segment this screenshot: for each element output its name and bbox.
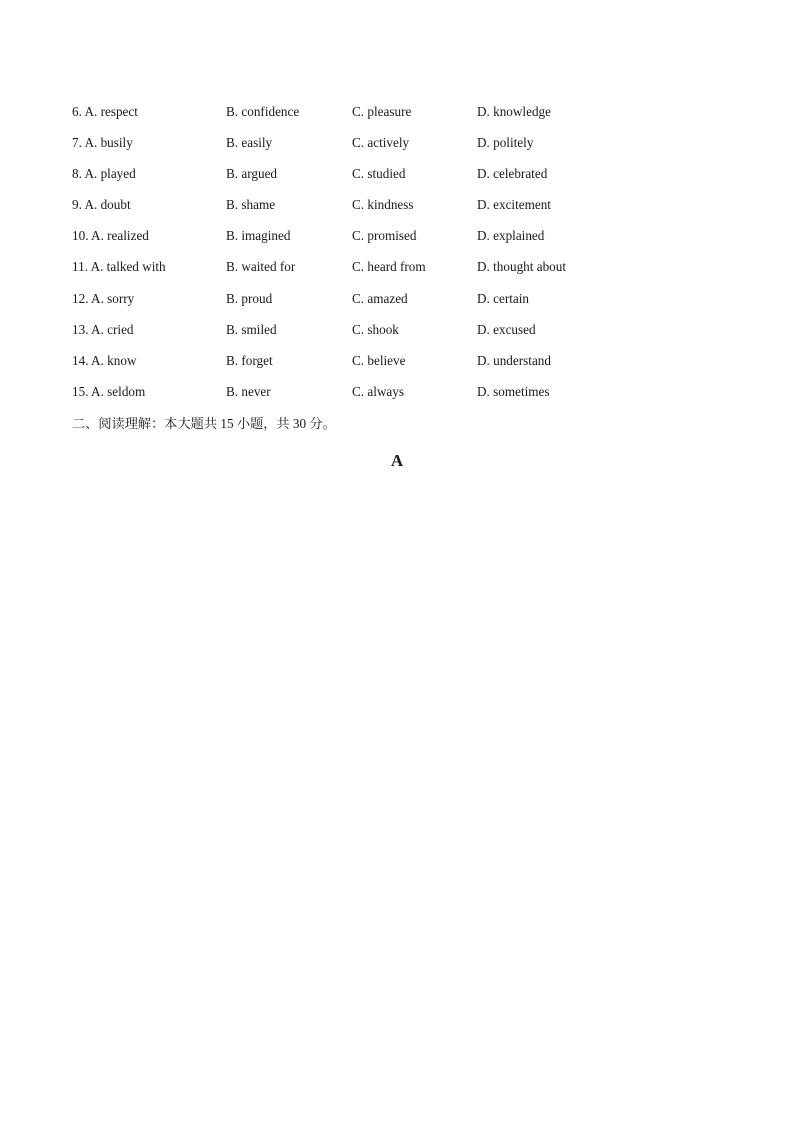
option-d: D. certain <box>477 290 529 306</box>
option-c: C. kindness <box>352 197 414 213</box>
option-d: D. understand <box>477 352 551 368</box>
option-d: D. politely <box>477 135 534 151</box>
question-row-9 <box>72 195 632 226</box>
option-d: D. knowledge <box>477 104 551 119</box>
option-a: 6. A. respect <box>72 104 138 119</box>
option-a: 13. A. cried <box>72 321 134 337</box>
option-d: D. excused <box>477 321 536 337</box>
question-row-6 <box>72 102 632 133</box>
option-c: C. pleasure <box>352 104 412 119</box>
option-b: B. imagined <box>226 228 291 244</box>
option-c: C. always <box>352 383 405 399</box>
option-a: 14. A. know <box>72 352 137 368</box>
option-c: C. heard from <box>352 259 426 275</box>
question-row-10 <box>72 226 632 257</box>
question-row-14 <box>72 351 632 382</box>
question-row-12 <box>72 289 632 320</box>
option-a: 7. A. busily <box>72 135 133 151</box>
cloze-options-list <box>72 102 632 413</box>
question-row-15 <box>72 382 632 413</box>
question-row-8 <box>72 164 632 195</box>
passage-label: A <box>390 451 404 470</box>
option-c: C. amazed <box>352 290 408 306</box>
option-d: D. thought about <box>477 259 567 275</box>
option-c: C. believe <box>352 352 406 368</box>
option-b: B. never <box>226 383 271 399</box>
question-row-13 <box>72 320 632 351</box>
section-heading: 二、阅读理解：本大题共 15 小题，共 30 分。 <box>72 416 336 431</box>
question-row-7 <box>72 133 632 164</box>
option-c: C. shook <box>352 321 399 337</box>
option-b: B. easily <box>226 135 273 151</box>
option-d: D. excitement <box>477 197 551 213</box>
option-b: B. shame <box>226 197 276 213</box>
option-c: C. actively <box>352 135 410 151</box>
option-a: 11. A. talked with <box>72 259 166 275</box>
option-d: D. explained <box>477 228 545 244</box>
option-a: 12. A. sorry <box>72 290 135 306</box>
option-a: 10. A. realized <box>72 228 149 244</box>
option-a: 8. A. played <box>72 166 136 182</box>
option-d: D. sometimes <box>477 383 550 399</box>
option-d: D. celebrated <box>477 166 548 182</box>
option-b: B. waited for <box>226 259 296 275</box>
option-c: C. studied <box>352 166 406 182</box>
option-a: 15. A. seldom <box>72 383 146 399</box>
option-c: C. promised <box>352 228 417 244</box>
option-b: B. argued <box>226 166 278 182</box>
option-b: B. proud <box>226 290 273 306</box>
option-b: B. smiled <box>226 321 277 337</box>
option-b: B. confidence <box>226 104 300 119</box>
option-b: B. forget <box>226 352 273 368</box>
question-row-11 <box>72 257 632 288</box>
option-a: 9. A. doubt <box>72 197 131 213</box>
